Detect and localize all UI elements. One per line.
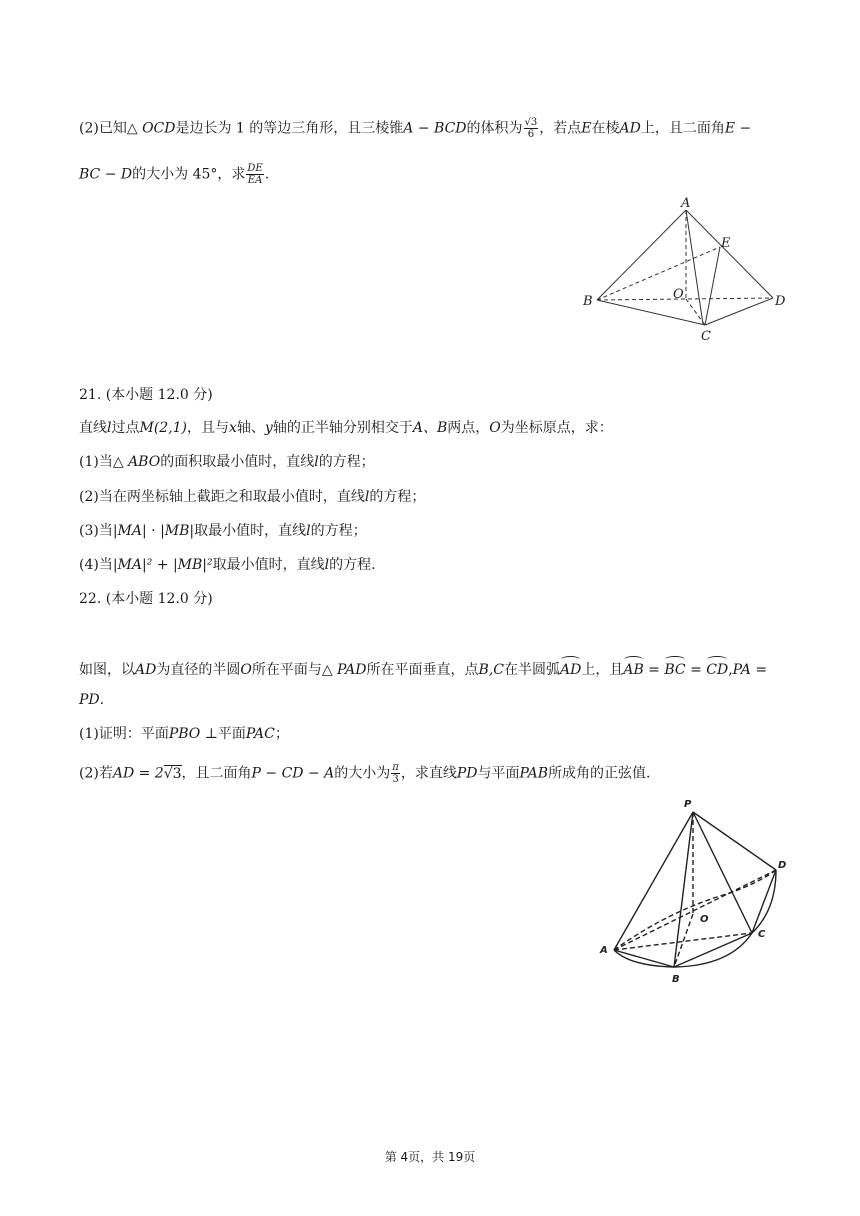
arc-BC: BC xyxy=(664,656,685,680)
label-C: C xyxy=(701,329,711,344)
tetrahedron-figure xyxy=(575,195,795,345)
label-B: B xyxy=(672,974,680,985)
q20-part2-line2: BC − D的大小为 45°，求 $\frac{DE}{EA}$ . xyxy=(79,163,270,186)
q22-stem-line2: PD. xyxy=(79,692,105,708)
label-D: D xyxy=(778,860,787,871)
q21-header: 21. (本小题 12.0 分) xyxy=(79,387,213,403)
page-footer: 第 4页，共 19页 xyxy=(384,1150,476,1164)
label-B: B xyxy=(583,294,593,309)
q22-part2: (2)若AD = 2√3，且二面角P − CD − A的大小为 $\frac{\pi}{3}$ ，求直线PD与平面PAB所成角的正弦值. xyxy=(79,762,651,785)
label-C: C xyxy=(758,929,766,940)
q22-header: 22. (本小题 12.0 分) xyxy=(79,591,213,607)
label-O: O xyxy=(673,287,684,302)
q21-part4: (4)当|MA|² + |MB|²取最小值时，直线l的方程. xyxy=(79,557,376,573)
label-A: A xyxy=(600,945,608,956)
arc-AB: AB xyxy=(623,656,643,680)
angle-fraction: $\frac{\pi}{3}$ xyxy=(392,762,399,785)
q21-part2: (2)当在两坐标轴上截距之和取最小值时，直线l的方程； xyxy=(79,489,426,505)
volume-fraction: $\frac{√3}{6}$ xyxy=(524,117,538,140)
q20-part2-line1: (2)已知△ OCD是边长为 1 的等边三角形，且三棱锥A − BCD的体积为 $\frac{√3}{6}$ ，若点E在棱AD上，且二面角E − xyxy=(79,117,752,140)
q22-stem-line1: 如图，以AD为直径的半圆O所在平面与△ PAD所在平面垂直，点B,C在半圆弧AD上，且AB = BC = CD,PA = xyxy=(79,656,767,680)
pyramid-semicircle-figure xyxy=(590,790,800,990)
arc-AD: AD xyxy=(560,656,581,680)
ratio-fraction: $\frac{DE}{EA}$ xyxy=(247,163,263,186)
q21-part3: (3)当|MA| · |MB|取最小值时，直线l的方程； xyxy=(79,523,367,539)
label-A: A xyxy=(681,196,691,211)
q21-stem: 直线l过点M(2,1)，且与x轴、y轴的正半轴分别相交于A、B两点，O为坐标原点，求： xyxy=(79,420,613,436)
label-E: E xyxy=(721,236,731,251)
q21-part1: (1)当△ ABO的面积取最小值时，直线l的方程； xyxy=(79,454,375,470)
label-D: D xyxy=(775,294,786,309)
q22-part1: (1)证明：平面PBO ⊥平面PAC； xyxy=(79,726,289,742)
arc-CD: CD xyxy=(706,656,728,680)
label-O: O xyxy=(700,914,709,925)
label-P: P xyxy=(684,799,692,810)
